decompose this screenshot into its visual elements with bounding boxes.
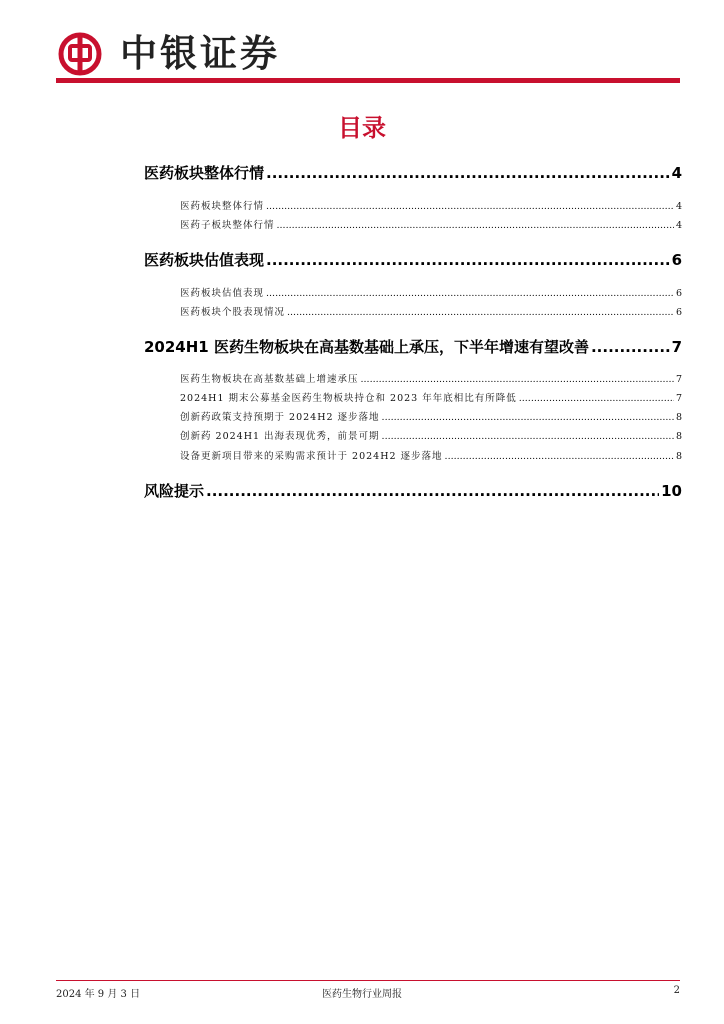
toc-entry-page: 10 <box>661 482 682 500</box>
toc-entry-label: 医药板块整体行情 <box>180 201 265 212</box>
toc-entry[interactable] <box>144 217 682 231</box>
toc-entry-page: 7 <box>675 393 682 404</box>
footer-divider <box>56 980 680 981</box>
toc-entry-page: 8 <box>675 412 682 423</box>
toc-entry-label: 医药板块整体行情 <box>144 164 265 182</box>
page-title: 目录 <box>338 114 386 142</box>
toc-entry-page: 7 <box>675 374 682 385</box>
toc-entry-page: 8 <box>675 431 682 442</box>
header <box>56 28 680 84</box>
toc-entry-label: 医药子板块整体行情 <box>180 220 275 231</box>
toc-entry-label: 创新药政策支持预期于 2024H2 逐步落地 <box>180 412 380 423</box>
footer-date: 2024 年 9 月 3 日 <box>56 989 141 1000</box>
toc-entry[interactable] <box>144 304 682 318</box>
toc-entry[interactable] <box>144 390 682 404</box>
toc-entry[interactable] <box>144 285 682 299</box>
toc-entry-page: 6 <box>671 251 682 269</box>
toc-entry[interactable] <box>144 448 682 462</box>
toc-entry[interactable] <box>144 409 682 423</box>
toc-entry-label: 风险提示 <box>144 482 205 500</box>
toc-entry[interactable] <box>144 249 682 270</box>
toc-entry-label: 2024H1 期末公募基金医药生物板块持仓和 2023 年年底相比有所降低 <box>180 393 517 404</box>
toc-entry-page: 8 <box>675 451 682 462</box>
toc-entry-label: 设备更新项目带来的采购需求预计于 2024H2 逐步落地 <box>180 451 443 462</box>
toc-entry[interactable] <box>144 428 682 442</box>
footer-page-number: 2 <box>673 985 680 996</box>
toc-entry-page: 6 <box>675 288 682 299</box>
toc-entry[interactable] <box>144 480 682 501</box>
toc-entry[interactable] <box>144 371 682 385</box>
toc-entry-label: 2024H1 医药生物板块在高基数基础上承压，下半年增速有望改善 <box>144 338 589 356</box>
footer-report-name: 医药生物行业周报 <box>322 989 402 1000</box>
toc-entry-page: 4 <box>675 201 682 212</box>
toc-entry-label: 医药板块估值表现 <box>180 288 265 299</box>
toc-entry-label: 医药板块个股表现情况 <box>180 307 286 318</box>
toc-entry[interactable] <box>144 162 682 183</box>
toc-entry-page: 4 <box>671 164 682 182</box>
bank-of-china-logo-icon <box>58 32 102 76</box>
toc-entry-label: 医药板块估值表现 <box>144 251 265 269</box>
toc-entry-page: 4 <box>675 220 682 231</box>
header-divider <box>56 78 680 83</box>
toc-entry[interactable] <box>144 198 682 212</box>
toc-entry-label: 创新药 2024H1 出海表现优秀，前景可期 <box>180 431 380 442</box>
brand-name: 中银证券 <box>120 32 280 75</box>
toc-entry-page: 7 <box>671 338 682 356</box>
toc-entry[interactable] <box>144 336 682 357</box>
toc-entry-page: 6 <box>675 307 682 318</box>
toc-entry-label: 医药生物板块在高基数基础上增速承压 <box>180 374 359 385</box>
